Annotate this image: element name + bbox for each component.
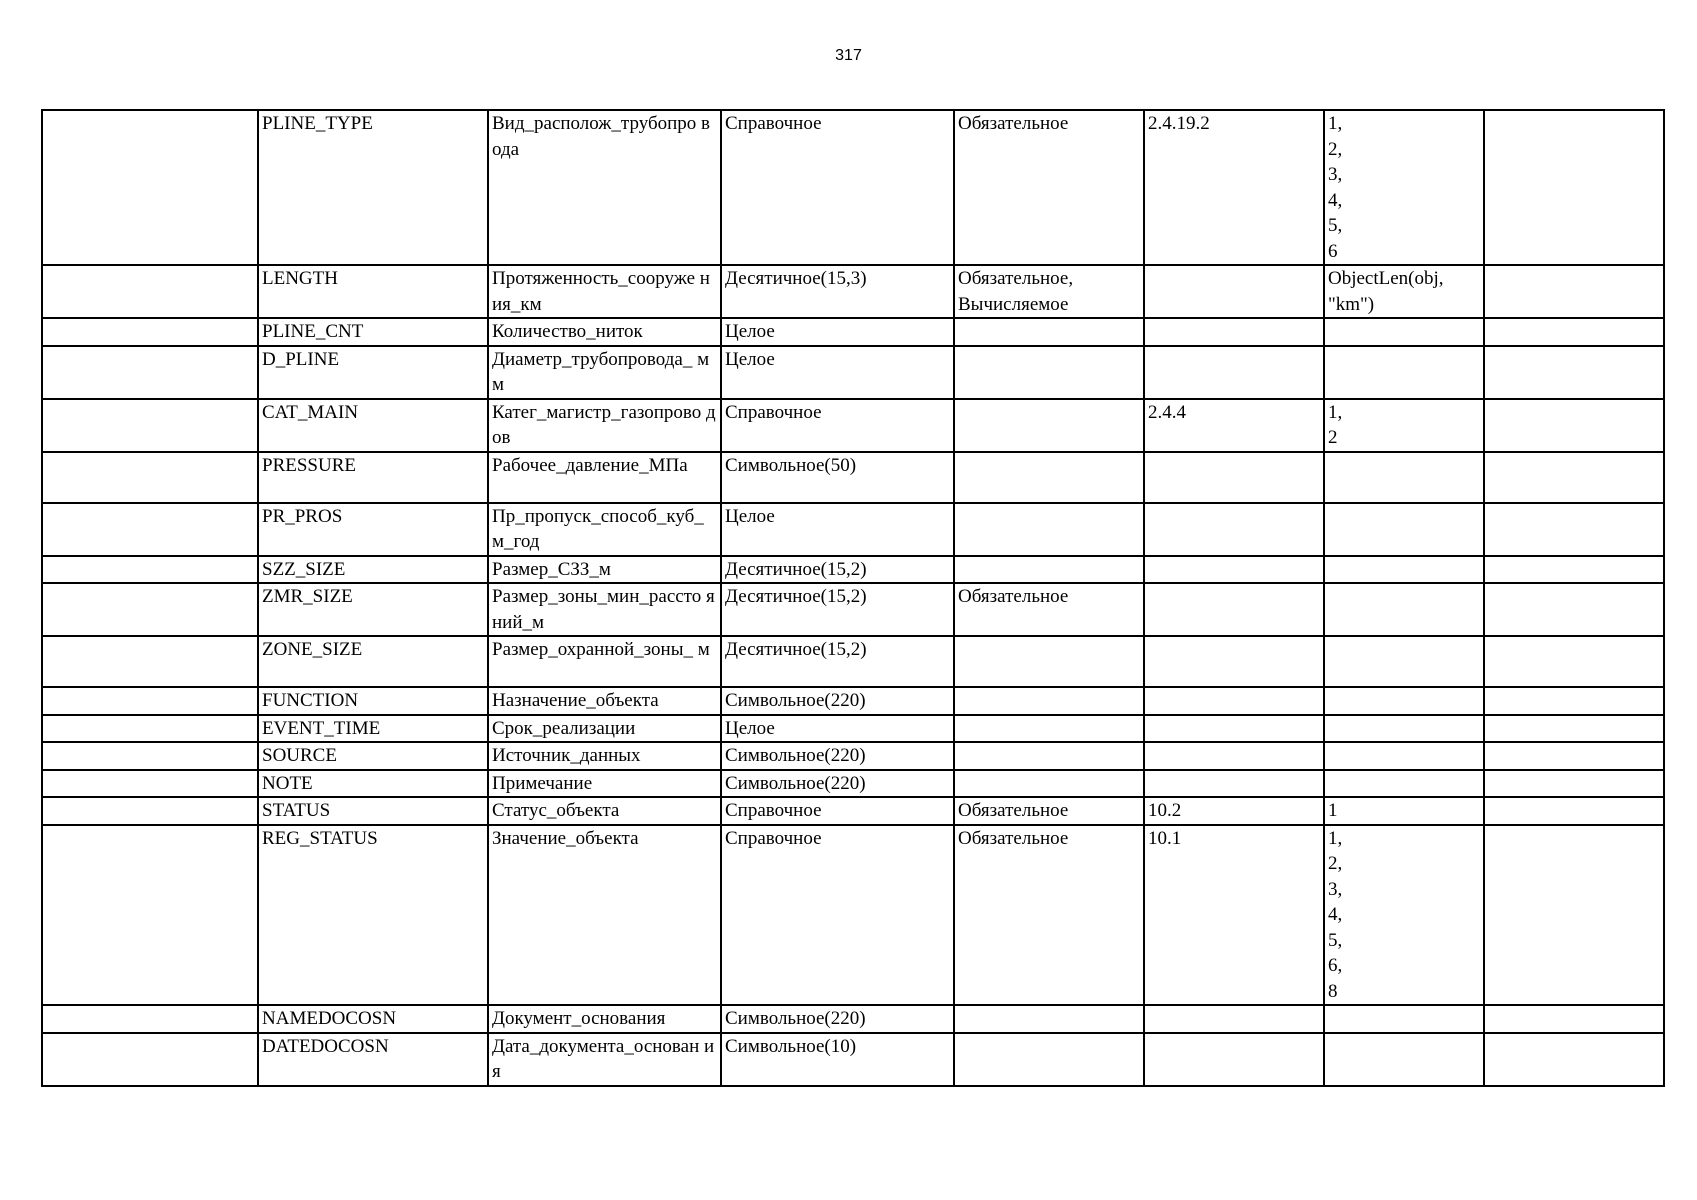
cell-empty	[42, 1005, 258, 1033]
cell-name: SOURCE	[258, 742, 488, 770]
cell-ref	[1144, 1005, 1324, 1033]
cell-type: Целое	[721, 346, 954, 399]
cell-type: Целое	[721, 318, 954, 346]
cell-type: Целое	[721, 715, 954, 743]
cell-values	[1324, 742, 1484, 770]
cell-ref	[1144, 636, 1324, 687]
cell-name: PR_PROS	[258, 503, 488, 556]
cell-alias: Статус_объекта	[488, 797, 721, 825]
cell-note	[1484, 503, 1664, 556]
cell-alias: Дата_документа_основан ия	[488, 1033, 721, 1086]
cell-alias: Пр_пропуск_способ_куб_ м_год	[488, 503, 721, 556]
table-row	[42, 742, 1664, 770]
cell-alias: Размер_зоны_мин_рассто яний_м	[488, 583, 721, 636]
cell-alias: Вид_располож_трубопро вода	[488, 110, 721, 265]
cell-req	[954, 1033, 1144, 1086]
cell-empty	[42, 770, 258, 798]
cell-type: Десятичное(15,2)	[721, 583, 954, 636]
cell-req	[954, 346, 1144, 399]
cell-name: LENGTH	[258, 265, 488, 318]
cell-req	[954, 318, 1144, 346]
cell-alias: Размер_охранной_зоны_ м	[488, 636, 721, 687]
cell-values	[1324, 318, 1484, 346]
cell-type: Символьное(220)	[721, 687, 954, 715]
cell-values	[1324, 770, 1484, 798]
cell-name: FUNCTION	[258, 687, 488, 715]
cell-ref: 2.4.4	[1144, 399, 1324, 452]
table-row	[42, 1005, 1664, 1033]
cell-empty	[42, 452, 258, 503]
cell-req	[954, 715, 1144, 743]
cell-req	[954, 452, 1144, 503]
cell-values: 1	[1324, 797, 1484, 825]
cell-empty	[42, 556, 258, 584]
cell-req	[954, 770, 1144, 798]
cell-values	[1324, 1033, 1484, 1086]
cell-note	[1484, 687, 1664, 715]
cell-type: Символьное(220)	[721, 742, 954, 770]
page-number: 317	[835, 47, 862, 64]
cell-empty	[42, 687, 258, 715]
cell-values	[1324, 346, 1484, 399]
cell-name: DATEDOCOSN	[258, 1033, 488, 1086]
cell-note	[1484, 636, 1664, 687]
table-row	[42, 556, 1664, 584]
cell-req	[954, 742, 1144, 770]
cell-empty	[42, 715, 258, 743]
cell-alias: Размер_СЗЗ_м	[488, 556, 721, 584]
table-row	[42, 318, 1664, 346]
cell-req: Обязательное	[954, 825, 1144, 1006]
cell-type: Символьное(50)	[721, 452, 954, 503]
cell-ref: 10.2	[1144, 797, 1324, 825]
cell-name: PLINE_CNT	[258, 318, 488, 346]
cell-ref	[1144, 583, 1324, 636]
cell-empty	[42, 636, 258, 687]
cell-name: ZONE_SIZE	[258, 636, 488, 687]
cell-note	[1484, 583, 1664, 636]
cell-name: PLINE_TYPE	[258, 110, 488, 265]
cell-note	[1484, 797, 1664, 825]
cell-alias: Диаметр_трубопровода_ мм	[488, 346, 721, 399]
cell-ref: 10.1	[1144, 825, 1324, 1006]
cell-empty	[42, 583, 258, 636]
cell-empty	[42, 346, 258, 399]
cell-alias: Документ_основания	[488, 1005, 721, 1033]
cell-ref	[1144, 687, 1324, 715]
cell-empty	[42, 742, 258, 770]
cell-note	[1484, 715, 1664, 743]
cell-type: Символьное(220)	[721, 770, 954, 798]
cell-empty	[42, 399, 258, 452]
cell-ref	[1144, 715, 1324, 743]
cell-req	[954, 687, 1144, 715]
cell-empty	[42, 797, 258, 825]
cell-name: ZMR_SIZE	[258, 583, 488, 636]
table-row	[42, 399, 1664, 452]
table-row	[42, 110, 1664, 265]
table-body	[42, 110, 1664, 1086]
cell-note	[1484, 452, 1664, 503]
cell-values: 1, 2	[1324, 399, 1484, 452]
cell-req	[954, 399, 1144, 452]
cell-note	[1484, 399, 1664, 452]
cell-type: Справочное	[721, 110, 954, 265]
table-row	[42, 797, 1664, 825]
cell-values: 1, 2, 3, 4, 5, 6, 8	[1324, 825, 1484, 1006]
cell-empty	[42, 265, 258, 318]
cell-note	[1484, 1033, 1664, 1086]
cell-empty	[42, 1033, 258, 1086]
cell-values	[1324, 556, 1484, 584]
cell-ref	[1144, 770, 1324, 798]
cell-note	[1484, 318, 1664, 346]
table-row	[42, 715, 1664, 743]
cell-values	[1324, 715, 1484, 743]
cell-type: Символьное(220)	[721, 1005, 954, 1033]
cell-note	[1484, 110, 1664, 265]
cell-req	[954, 636, 1144, 687]
cell-ref	[1144, 742, 1324, 770]
cell-note	[1484, 1005, 1664, 1033]
cell-type: Десятичное(15,2)	[721, 556, 954, 584]
cell-note	[1484, 825, 1664, 1006]
cell-note	[1484, 742, 1664, 770]
cell-ref	[1144, 346, 1324, 399]
cell-type: Десятичное(15,2)	[721, 636, 954, 687]
table-row	[42, 452, 1664, 503]
cell-name: EVENT_TIME	[258, 715, 488, 743]
table-row	[42, 346, 1664, 399]
cell-req	[954, 556, 1144, 584]
cell-ref	[1144, 318, 1324, 346]
cell-req: Обязательное	[954, 797, 1144, 825]
cell-note	[1484, 556, 1664, 584]
table-row	[42, 503, 1664, 556]
cell-ref: 2.4.19.2	[1144, 110, 1324, 265]
cell-ref	[1144, 556, 1324, 584]
cell-alias: Количество_ниток	[488, 318, 721, 346]
cell-type: Справочное	[721, 399, 954, 452]
cell-name: NAMEDOCOSN	[258, 1005, 488, 1033]
cell-type: Десятичное(15,3)	[721, 265, 954, 318]
cell-name: REG_STATUS	[258, 825, 488, 1006]
cell-alias: Назначение_объекта	[488, 687, 721, 715]
cell-empty	[42, 503, 258, 556]
cell-values	[1324, 503, 1484, 556]
cell-req	[954, 503, 1144, 556]
cell-type: Символьное(10)	[721, 1033, 954, 1086]
cell-name: CAT_MAIN	[258, 399, 488, 452]
cell-values: ObjectLen(obj, "km")	[1324, 265, 1484, 318]
table-row	[42, 636, 1664, 687]
table-row	[42, 1033, 1664, 1086]
cell-values: 1, 2, 3, 4, 5, 6	[1324, 110, 1484, 265]
cell-empty	[42, 825, 258, 1006]
attribute-table	[41, 109, 1665, 1087]
cell-req: Обязательное	[954, 110, 1144, 265]
cell-name: D_PLINE	[258, 346, 488, 399]
cell-type: Целое	[721, 503, 954, 556]
cell-type: Справочное	[721, 825, 954, 1006]
cell-alias: Значение_объекта	[488, 825, 721, 1006]
cell-type: Справочное	[721, 797, 954, 825]
cell-name: NOTE	[258, 770, 488, 798]
cell-req	[954, 1005, 1144, 1033]
cell-alias: Рабочее_давление_МПа	[488, 452, 721, 503]
table-row	[42, 265, 1664, 318]
table-row	[42, 770, 1664, 798]
cell-req: Обязательное	[954, 583, 1144, 636]
cell-values	[1324, 687, 1484, 715]
cell-note	[1484, 770, 1664, 798]
cell-empty	[42, 318, 258, 346]
cell-values	[1324, 1005, 1484, 1033]
table-row	[42, 687, 1664, 715]
cell-alias: Источник_данных	[488, 742, 721, 770]
table-row	[42, 583, 1664, 636]
cell-ref	[1144, 452, 1324, 503]
cell-ref	[1144, 1033, 1324, 1086]
cell-alias: Примечание	[488, 770, 721, 798]
cell-ref	[1144, 503, 1324, 556]
cell-values	[1324, 636, 1484, 687]
cell-name: STATUS	[258, 797, 488, 825]
cell-note	[1484, 265, 1664, 318]
cell-name: PRESSURE	[258, 452, 488, 503]
table-row	[42, 825, 1664, 1006]
cell-values	[1324, 583, 1484, 636]
cell-alias: Протяженность_сооруже ния_км	[488, 265, 721, 318]
cell-alias: Катег_магистр_газопрово дов	[488, 399, 721, 452]
cell-req: Обязательное, Вычисляемое	[954, 265, 1144, 318]
cell-alias: Срок_реализации	[488, 715, 721, 743]
cell-empty	[42, 110, 258, 265]
cell-name: SZZ_SIZE	[258, 556, 488, 584]
cell-values	[1324, 452, 1484, 503]
cell-note	[1484, 346, 1664, 399]
cell-ref	[1144, 265, 1324, 318]
